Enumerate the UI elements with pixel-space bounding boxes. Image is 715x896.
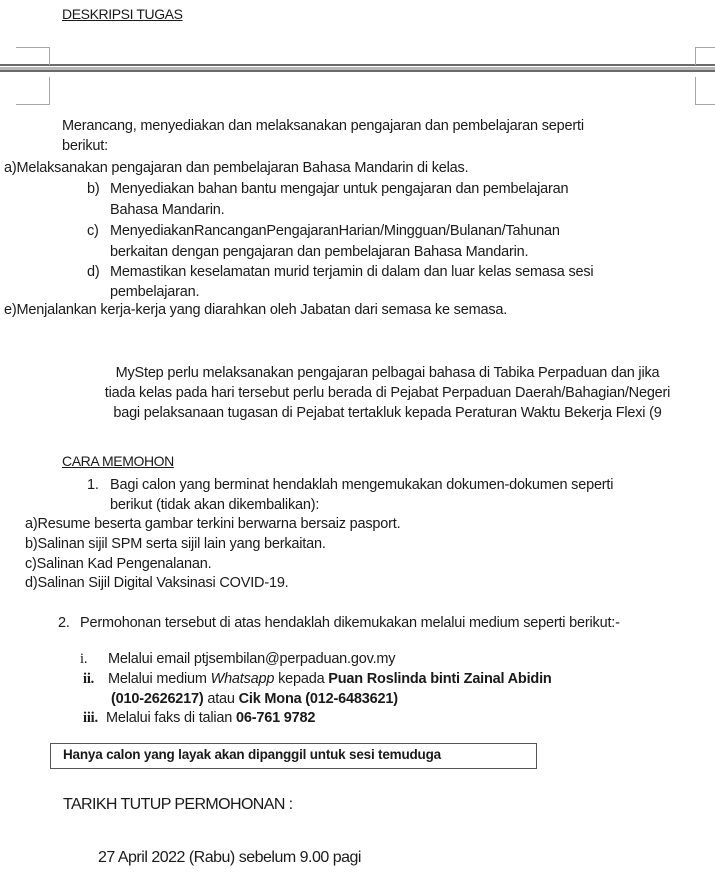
document-item-a: a)Resume beserta gambar terkini berwarna bersaiz pasport. (25, 516, 401, 532)
closing-date-label: TARIKH TUTUP PERMOHONAN : (63, 796, 293, 813)
interview-notice-text: Hanya calon yang layak akan dipanggil untuk sesi temuduga (63, 747, 441, 762)
closing-date-value: 27 April 2022 (Rabu) sebelum 9.00 pagi (98, 849, 361, 866)
duty-item-b-marker: b) (87, 181, 100, 197)
item-marker: e) (4, 302, 17, 318)
method-ii-line-1 (108, 671, 552, 687)
intro-text-line-2: berikut: (62, 138, 108, 154)
step-2-text: Permohonan tersebut di atas hendaklah dikemukakan melalui medium seperti berikut:- (80, 615, 620, 631)
document-item-b: b)Salinan sijil SPM serta sijil lain yang berkaitan. (25, 536, 326, 552)
whatsapp-label: Whatsapp (210, 671, 275, 687)
duty-item-d-marker: d) (87, 264, 100, 280)
contact-2: Cik Mona (012-6483621) (238, 691, 398, 707)
method-ii-or: atau (203, 691, 239, 707)
duty-item-c-line-1: MenyediakanRancanganPengajaranHarian/Mingguan/Bulanan/Tahunan (110, 223, 560, 239)
mystep-note-line-3: bagi pelaksanaan tugasan di Pejabat tertakluk kepada Peraturan Waktu Bekerja Flexi (9 (113, 405, 662, 421)
duty-item-c-line-2: berkaitan dengan pengajaran dan pembelajaran Bahasa Mandarin. (110, 244, 529, 260)
document-item-d: d)Salinan Sijil Digital Vaksinasi COVID-19. (25, 575, 289, 591)
section-heading-cara-memohon: CARA MEMOHON (62, 453, 174, 469)
crop-mark-top-right (695, 47, 715, 65)
duty-item-a (4, 160, 468, 176)
interview-notice-box (50, 743, 537, 769)
step-2-marker: 2. (58, 615, 70, 631)
method-i-text: Melalui email ptjsembilan@perpaduan.gov.my (108, 651, 396, 667)
duty-item-d-line-1: Memastikan keselamatan murid terjamin di dalam dan luar kelas semasa sesi (110, 264, 594, 280)
method-ii-mid: kepada (274, 671, 329, 687)
mystep-note-line-2: tiada kelas pada hari tersebut perlu berada di Pejabat Perpaduan Daerah/Bahagian/Negeri (104, 385, 671, 401)
fax-number: 06-761 9782 (236, 710, 316, 726)
step-1-line-2: berikut (tidak akan dikembalikan): (110, 497, 320, 513)
item-text: Menjalankan kerja-kerja yang diarahkan oleh Jabatan dari semasa ke semasa. (16, 302, 508, 318)
contact-name-1: Puan Roslinda binti Zainal Abidin (328, 671, 552, 687)
method-iii-line (106, 710, 315, 726)
duty-item-b-line-2: Bahasa Mandarin. (110, 202, 225, 218)
item-marker: a) (4, 160, 17, 176)
duty-item-d-line-2: pembelajaran. (110, 284, 200, 300)
duty-item-c-marker: c) (87, 223, 99, 239)
method-ii-marker: ii. (83, 671, 95, 687)
method-iii-marker: iii. (83, 710, 98, 726)
method-ii-line-2 (111, 691, 398, 707)
crop-mark-top-left (16, 47, 50, 65)
document-item-c: c)Salinan Kad Pengenalanan. (25, 556, 212, 572)
separator-line-top (0, 64, 715, 66)
intro-text-line-1: Merancang, menyediakan dan melaksanakan pengajaran dan pembelajaran seperti (62, 118, 584, 134)
method-ii-prefix: Melalui medium (108, 671, 211, 687)
item-text: Melaksanakan pengajaran dan pembelajaran Bahasa Mandarin di kelas. (16, 160, 469, 176)
method-i-marker: i. (80, 651, 88, 667)
section-heading-deskripsi-tugas: DESKRIPSI TUGAS (62, 6, 183, 22)
mystep-note-line-1: MyStep perlu melaksanakan pengajaran pelbagai bahasa di Tabika Perpaduan dan jika (115, 365, 660, 381)
duty-item-e (4, 302, 507, 318)
step-1-marker: 1. (87, 477, 99, 493)
duty-item-b-line-1: Menyediakan bahan bantu mengajar untuk pengajaran dan pembelajaran (110, 181, 569, 197)
method-iii-text: Melalui faks di talian (106, 710, 236, 726)
separator-line-bottom (0, 70, 715, 72)
crop-mark-bottom-left (16, 77, 50, 105)
contact-phone-1: (010-2626217) (111, 691, 204, 707)
step-1-line-1: Bagi calon yang berminat hendaklah mengemukakan dokumen-dokumen seperti (110, 477, 614, 493)
crop-mark-bottom-right (695, 77, 715, 105)
